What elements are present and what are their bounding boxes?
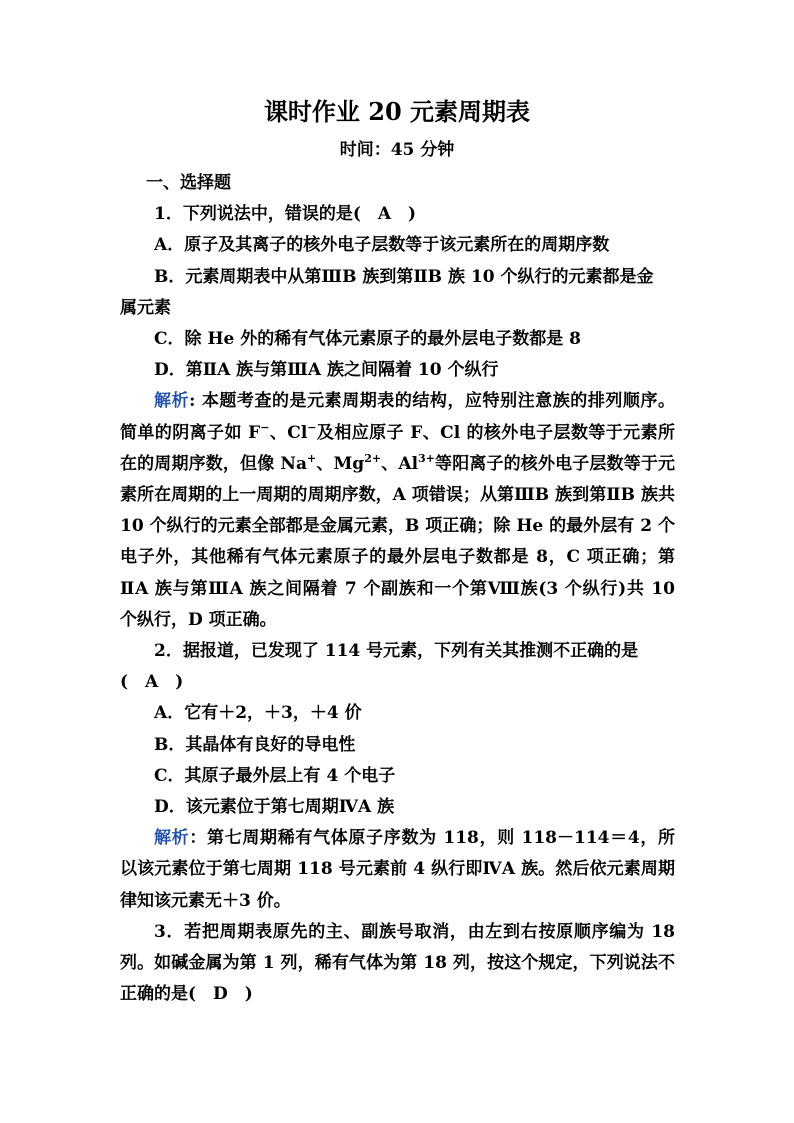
- document-body: [120, 168, 675, 1010]
- question-1-option-d: D．第ⅡA 族与第ⅢA 族之间隔着 10 个纵行: [154, 360, 499, 381]
- question-2-option-c: C．其原子最外层上有 4 个电子: [154, 765, 396, 786]
- question-1-option-c: C．除 He 外的稀有气体元素原子的最外层电子数都是 8: [154, 329, 581, 350]
- question-1-option-a: A．原子及其离子的核外电子层数等于该元素所在的周期序数: [154, 235, 610, 256]
- time-limit: 时间：45 分钟: [339, 140, 455, 160]
- question-1-option-b: B．元素周期表中从第ⅢB 族到第ⅡB 族 10 个纵行的元素都是金: [154, 266, 654, 287]
- question-2-analysis: 解析：第七周期稀有气体原子序数为 118，则 118－114＝4，所以该元素位于第七周期 118 号元素前 4 纵行即ⅣA 族。然后依元素周期律知该元素无＋3 价。: [120, 828, 676, 911]
- question-2-stem: 2．据报道，已发现了 114 号元素，下列有关其推测不正确的是: [154, 641, 639, 662]
- question-1-option-b-cont: 属元素: [120, 297, 171, 318]
- analysis-label: 解析: [154, 828, 190, 849]
- document-title: 课时作业 20 元素周期表: [263, 97, 531, 126]
- question-2-option-a: A．它有＋2，＋3，＋4 价: [154, 703, 362, 724]
- question-3-stem: 3．若把周期表原先的主、副族号取消，由左到右按原顺序编为 18 列。如碱金属为第 1 列，稀有气体为第 18 列，按这个规定，下列说法不正确的是( D ): [120, 921, 675, 1005]
- section-heading: 一、选择题: [146, 173, 231, 193]
- question-2-option-b: B．其晶体有良好的导电性: [154, 734, 356, 755]
- question-2-answer: ( A ): [120, 672, 184, 693]
- question-2-option-d: D．该元素位于第七周期ⅣA 族: [154, 797, 395, 818]
- question-1-stem: 1．下列说法中，错误的是( A ): [154, 204, 417, 225]
- analysis-label: 解析: [154, 391, 190, 412]
- question-1-analysis: 解析: 本题考查的是元素周期表的结构，应特别注意族的排列顺序。简单的阴离子如 F−、Cl−及相应原子 F、Cl 的核外电子层数等于元素所在的周期序数，但像 Na+、$Mg^{2+}$、$Al^{3+}$等阳离子的核外电子层数等于元素所在周期的上一周期的周期序数，A 项错误；从第ⅢB 族到第ⅡB 族共 10 个纵行的元素全部都是金属元素，B 项正确；除 He 的最外层有 2 个电子外，其他稀有气体元素原子的最外层电子数都是 8，C 项正确；第ⅡA 族与第ⅢA 族之间隔着 7 个副族和一个第Ⅷ族(3 个纵行)共 10 个纵行，D 项正确。: [120, 391, 675, 630]
